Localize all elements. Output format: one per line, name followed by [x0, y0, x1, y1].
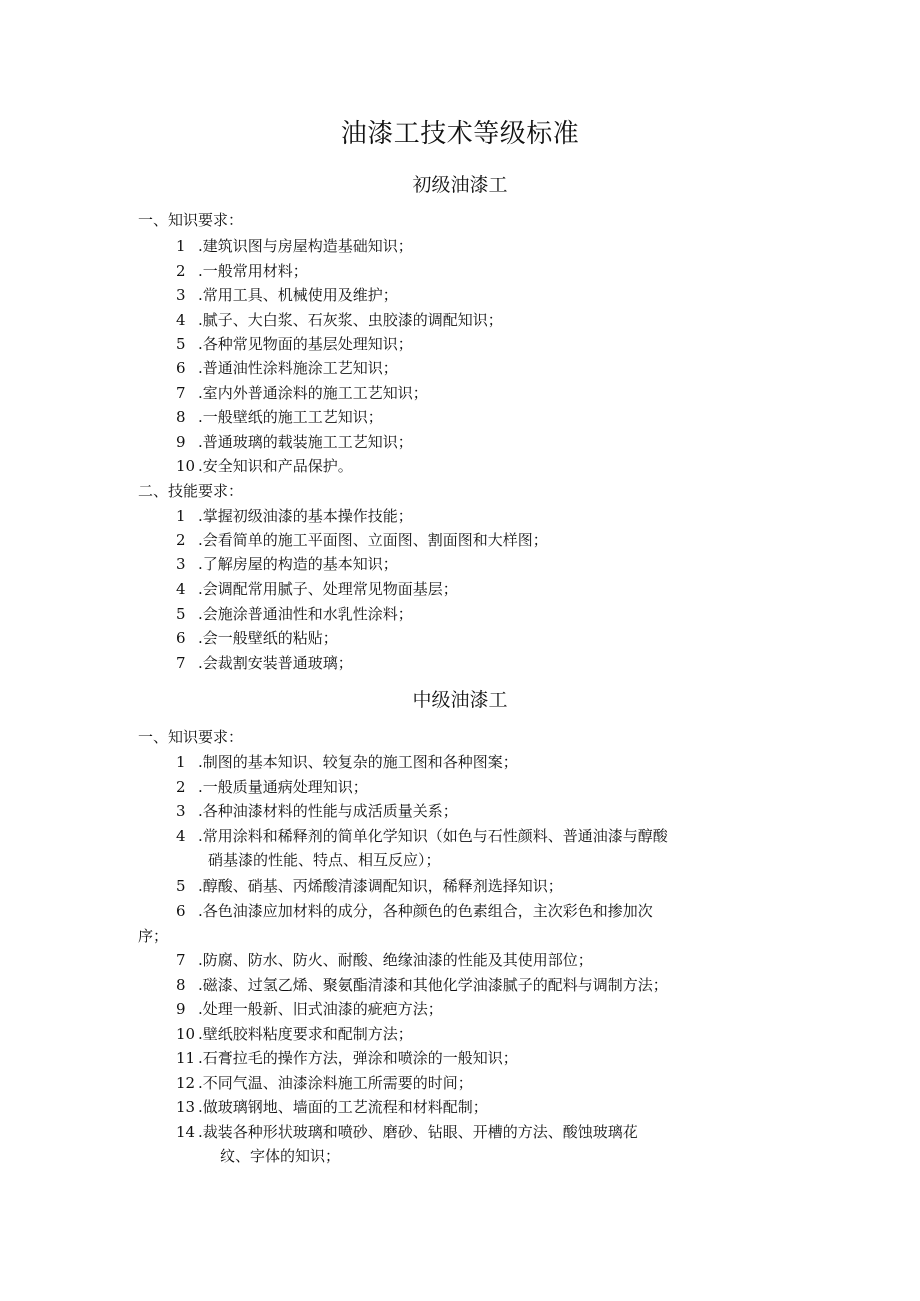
item-number: 10: [176, 1025, 196, 1043]
item-number: 5: [176, 335, 186, 353]
document-title: 油漆工技术等级标准: [340, 119, 580, 149]
item-number: 3: [176, 802, 186, 820]
item-text: .一般常用材料；: [198, 262, 308, 280]
item-number: 8: [176, 976, 186, 994]
list-item: [176, 456, 353, 476]
item-text: .室内外普通涂料的施工工艺知识；: [198, 384, 428, 402]
list-item: [176, 950, 593, 970]
list-item: [176, 653, 353, 673]
list-item: [176, 554, 398, 574]
item-number: 11: [176, 1049, 196, 1067]
list-item: [176, 999, 443, 1019]
skills-label-junior: 二、技能要求：: [138, 482, 244, 500]
list-item: [176, 777, 368, 797]
item-text: .各种常见物面的基层处理知识；: [198, 335, 413, 353]
item-number: 12: [176, 1074, 196, 1092]
list-item: [176, 383, 428, 403]
list-item: [176, 1097, 488, 1117]
item-number: 7: [176, 951, 186, 969]
item-text: .磁漆、过氢乙烯、聚氨酯清漆和其他化学油漆腻子的配料与调制方法；: [198, 976, 668, 994]
item-number: 2: [176, 262, 186, 280]
item-text: .一般壁纸的施工工艺知识；: [198, 408, 383, 426]
list-item-continuation: 纹、字体的知识；: [220, 1147, 341, 1165]
item-text: .普通油性涂料施涂工艺知识；: [198, 359, 398, 377]
list-item-continuation: 序；: [138, 927, 169, 945]
item-text: .制图的基本知识、较复杂的施工图和各种图案；: [198, 753, 518, 771]
item-text: .腻子、大白浆、石灰浆、虫胶漆的调配知识；: [198, 311, 503, 329]
list-item: [176, 310, 503, 330]
item-number: 14: [176, 1123, 196, 1141]
item-number: 4: [176, 311, 186, 329]
item-text: .掌握初级油漆的基本操作技能；: [198, 507, 413, 525]
item-text: .常用工具、机械使用及维护；: [198, 286, 398, 304]
list-item: [176, 530, 548, 550]
item-number: 6: [176, 902, 186, 920]
item-number: 6: [176, 629, 186, 647]
item-text: .各种油漆材料的性能与成活质量关系；: [198, 802, 458, 820]
list-item: [176, 901, 653, 921]
list-item-continuation: 硝基漆的性能、特点、相互反应）；: [208, 851, 441, 869]
item-text: .醇酸、硝基、丙烯酸清漆调配知识，稀释剂选择知识；: [198, 877, 563, 895]
item-text: .防腐、防水、防火、耐酸、绝缘油漆的性能及其使用部位；: [198, 951, 593, 969]
list-item: [176, 1122, 638, 1142]
item-text: .各色油漆应加材料的成分，各种颜色的色素组合，主次彩色和掺加次: [198, 902, 653, 920]
item-number: 4: [176, 827, 186, 845]
item-number: 10: [176, 457, 196, 475]
item-text: .不同气温、油漆涂料施工所需要的时间；: [198, 1074, 473, 1092]
list-item: [176, 334, 413, 354]
list-item: [176, 801, 458, 821]
item-number: 1: [176, 753, 186, 771]
item-text: .石膏拉毛的操作方法，弹涂和喷涂的一般知识；: [198, 1049, 518, 1067]
knowledge-label-intermediate: 一、知识要求：: [138, 728, 244, 746]
item-number: 2: [176, 531, 186, 549]
item-text: .做玻璃钢地、墙面的工艺流程和材料配制；: [198, 1098, 488, 1116]
list-item: [176, 358, 398, 378]
item-number: 7: [176, 384, 186, 402]
list-item: [176, 1048, 518, 1068]
item-number: 3: [176, 555, 186, 573]
list-item: [176, 628, 338, 648]
item-number: 8: [176, 408, 186, 426]
list-item: [176, 432, 413, 452]
item-number: 9: [176, 433, 186, 451]
list-item: [176, 826, 668, 846]
list-item: [176, 261, 308, 281]
section-heading-intermediate: 中级油漆工: [412, 689, 508, 711]
item-number: 3: [176, 286, 186, 304]
item-number: 5: [176, 877, 186, 895]
list-item: [176, 975, 668, 995]
item-text: .壁纸胶料粘度要求和配制方法；: [198, 1025, 413, 1043]
list-item: [176, 876, 563, 896]
list-item: [176, 1024, 413, 1044]
item-number: 9: [176, 1000, 186, 1018]
item-text: .处理一般新、旧式油漆的疵疤方法；: [198, 1000, 443, 1018]
item-number: 1: [176, 507, 186, 525]
item-number: 4: [176, 580, 186, 598]
item-text: .会一般壁纸的粘贴；: [198, 629, 338, 647]
list-item: [176, 752, 518, 772]
section-heading-junior: 初级油漆工: [412, 174, 508, 196]
item-number: 13: [176, 1098, 196, 1116]
item-text: .裁装各种形状玻璃和喷砂、磨砂、钻眼、开槽的方法、酸蚀玻璃花: [198, 1123, 638, 1141]
item-text: .普通玻璃的载装施工工艺知识；: [198, 433, 413, 451]
item-text: .会看简单的施工平面图、立面图、割面图和大样图；: [198, 531, 548, 549]
list-item: [176, 236, 413, 256]
list-item: [176, 407, 383, 427]
item-number: 7: [176, 654, 186, 672]
list-item: [176, 1073, 473, 1093]
knowledge-label-junior: 一、知识要求：: [138, 211, 244, 229]
item-number: 6: [176, 359, 186, 377]
list-item: [176, 285, 398, 305]
item-text: .一般质量通病处理知识；: [198, 778, 368, 796]
item-text: .了解房屋的构造的基本知识；: [198, 555, 398, 573]
item-number: 2: [176, 778, 186, 796]
list-item: [176, 506, 413, 526]
item-text: .会调配常用腻子、处理常见物面基层；: [198, 580, 458, 598]
item-text: .建筑识图与房屋构造基础知识；: [198, 237, 413, 255]
item-text: .会施涂普通油性和水乳性涂料；: [198, 605, 413, 623]
item-text: .常用涂料和稀释剂的简单化学知识（如色与石性颜料、普通油漆与醇酸: [198, 827, 668, 845]
list-item: [176, 604, 413, 624]
item-number: 1: [176, 237, 186, 255]
item-number: 5: [176, 605, 186, 623]
list-item: [176, 579, 458, 599]
item-text: .安全知识和产品保护。: [198, 457, 353, 475]
item-text: .会裁割安装普通玻璃；: [198, 654, 353, 672]
